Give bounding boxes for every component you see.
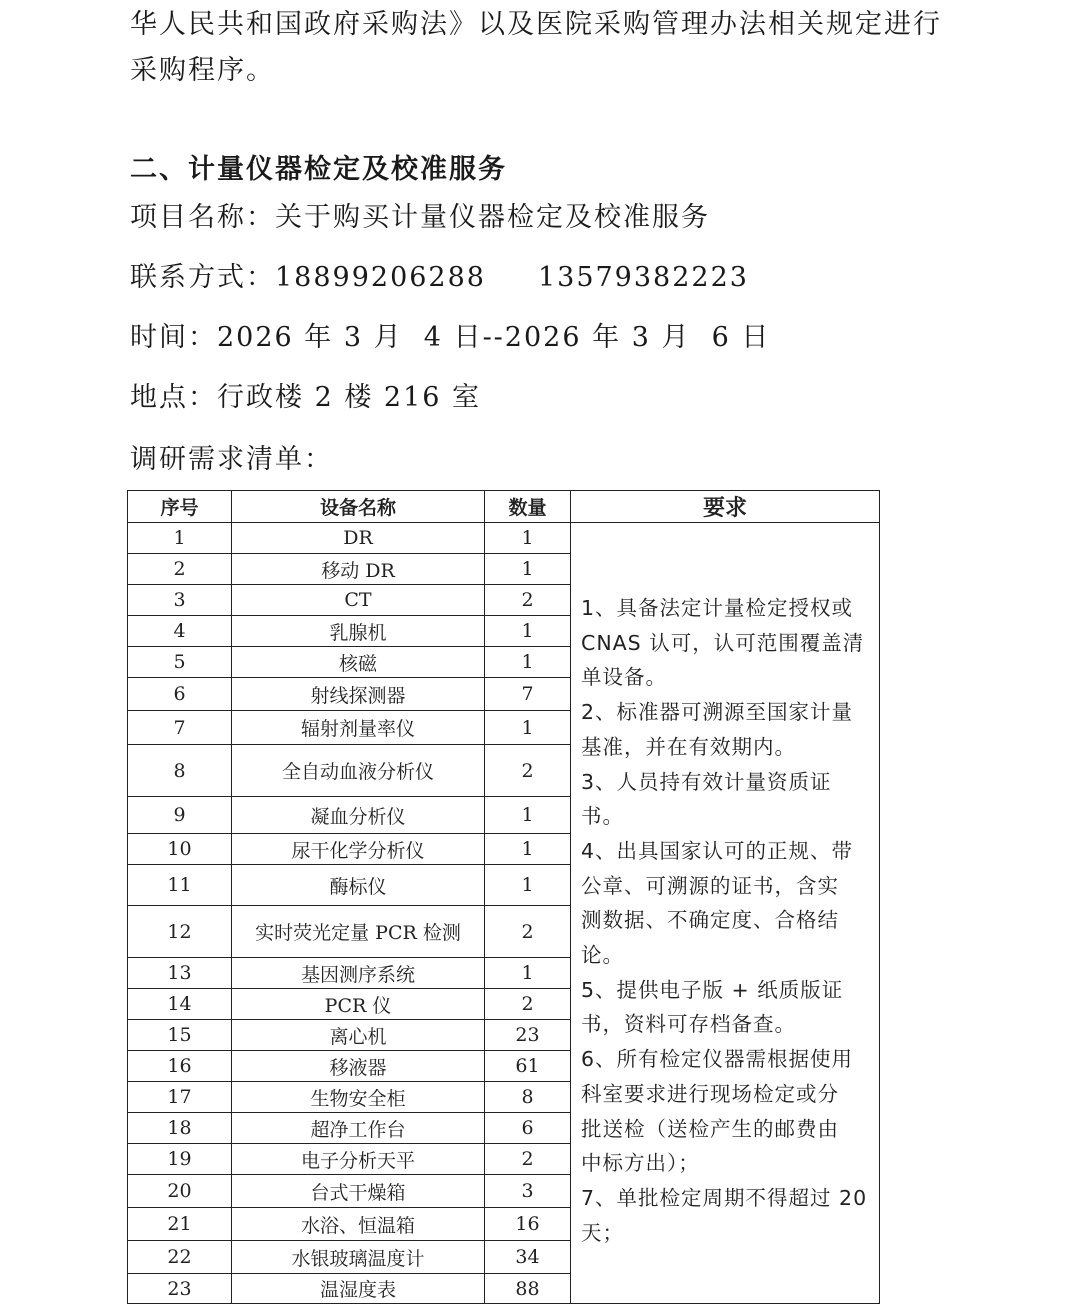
- project-name-value: 关于购买计量仪器检定及校准服务: [275, 202, 710, 233]
- device-quantity: 1: [485, 865, 571, 906]
- device-quantity: 1: [485, 554, 571, 585]
- device-quantity: 2: [485, 585, 571, 616]
- device-quantity: 1: [485, 523, 571, 554]
- requirement-line: 测数据、不确定度、合格结: [581, 908, 839, 933]
- requirement-line: 中标方出）；: [581, 1151, 700, 1176]
- row-number: 3: [128, 585, 232, 616]
- requirement-line: 公章、可溯源的证书，含实: [581, 873, 839, 898]
- device-quantity: 2: [485, 745, 571, 797]
- device-quantity: 6: [485, 1113, 571, 1144]
- requirement-line: 天；: [581, 1220, 624, 1245]
- requirement-line: 1、具备法定计量检定授权或: [581, 596, 854, 620]
- requirement-line: 4、出具国家认可的正规、带: [581, 838, 854, 863]
- device-name: 核磁: [232, 647, 485, 678]
- device-quantity: 1: [485, 711, 571, 745]
- time-line: [130, 318, 950, 358]
- requirement-line: 单设备。: [581, 665, 667, 690]
- time-value: 2026 年 3 月 4 日--2026 年 3 月 6 日: [217, 322, 771, 353]
- device-name: 水浴、恒温箱: [232, 1208, 485, 1241]
- requirement-line: 5、提供电子版 + 纸质版证: [581, 977, 844, 1002]
- device-quantity: 88: [485, 1274, 571, 1304]
- device-name: 实时荧光定量 PCR 检测: [232, 906, 485, 958]
- row-number: 2: [128, 554, 232, 585]
- device-quantity: 2: [485, 1144, 571, 1175]
- device-quantity: 34: [485, 1241, 571, 1274]
- requirements-table: [127, 490, 880, 1304]
- device-name: PCR 仪: [232, 989, 485, 1020]
- project-name-line: [130, 198, 950, 238]
- row-number: 16: [128, 1051, 232, 1082]
- device-quantity: 1: [485, 958, 571, 989]
- row-number: 19: [128, 1144, 232, 1175]
- requirement-line: 论。: [581, 943, 624, 968]
- device-name: 电子分析天平: [232, 1144, 485, 1175]
- row-number: 7: [128, 711, 232, 745]
- requirement-line: 书，资料可存档备查。: [581, 1012, 796, 1037]
- device-quantity: 1: [485, 616, 571, 647]
- row-number: 18: [128, 1113, 232, 1144]
- device-name: 超净工作台: [232, 1113, 485, 1144]
- requirement-line: 6、所有检定仪器需根据使用: [581, 1047, 854, 1072]
- list-label: 调研需求清单：: [130, 444, 333, 475]
- contact-phone-2: 13579382223: [537, 262, 749, 293]
- device-quantity: 2: [485, 989, 571, 1020]
- row-number: 1: [128, 523, 232, 554]
- location-value: 行政楼 2 楼 216 室: [217, 382, 482, 413]
- row-number: 23: [128, 1274, 232, 1304]
- header-requirements: 要求: [571, 491, 880, 523]
- row-number: 4: [128, 616, 232, 647]
- device-quantity: 1: [485, 834, 571, 865]
- section-heading: 二、计量仪器检定及校准服务: [130, 154, 507, 185]
- device-name: 酶标仪: [232, 865, 485, 906]
- location-label: 地点：: [130, 382, 217, 413]
- row-number: 12: [128, 906, 232, 958]
- device-quantity: 16: [485, 1208, 571, 1241]
- device-name: 辐射剂量率仪: [232, 711, 485, 745]
- row-number: 17: [128, 1082, 232, 1113]
- device-quantity: 2: [485, 906, 571, 958]
- table-row: [128, 523, 880, 554]
- row-number: 15: [128, 1020, 232, 1051]
- table-header-row: [128, 491, 880, 523]
- header-name: 设备名称: [232, 491, 485, 523]
- device-name: DR: [232, 523, 485, 554]
- row-number: 13: [128, 958, 232, 989]
- requirement-line: 批送检（送检产生的邮费由: [581, 1116, 839, 1141]
- row-number: 8: [128, 745, 232, 797]
- row-number: 11: [128, 865, 232, 906]
- contact-phone-1: 18899206288: [275, 262, 486, 293]
- device-quantity: 3: [485, 1175, 571, 1208]
- row-number: 10: [128, 834, 232, 865]
- device-quantity: 1: [485, 797, 571, 834]
- row-number: 9: [128, 797, 232, 834]
- header-qty: 数量: [485, 491, 571, 523]
- device-quantity: 8: [485, 1082, 571, 1113]
- device-name: CT: [232, 585, 485, 616]
- row-number: 22: [128, 1241, 232, 1274]
- requirements-cell: [571, 523, 880, 1304]
- device-name: 射线探测器: [232, 678, 485, 711]
- device-quantity: 7: [485, 678, 571, 711]
- device-name: 水银玻璃温度计: [232, 1241, 485, 1274]
- time-label: 时间：: [130, 322, 217, 353]
- device-name: 移液器: [232, 1051, 485, 1082]
- row-number: 5: [128, 647, 232, 678]
- device-quantity: 23: [485, 1020, 571, 1051]
- requirement-line: CNAS 认可，认可范围覆盖清: [581, 630, 865, 655]
- intro-paragraph: 华人民共和国政府采购法》以及医院采购管理办法相关规定进行采购程序。: [130, 9, 942, 86]
- row-number: 6: [128, 678, 232, 711]
- device-name: 凝血分析仪: [232, 797, 485, 834]
- requirement-line: 3、人员持有效计量资质证: [581, 769, 832, 794]
- contact-label: 联系方式：: [130, 262, 275, 293]
- table-body: [128, 523, 880, 1304]
- requirement-line: 基准，并在有效期内。: [581, 734, 796, 759]
- requirement-line: 7、单批检定周期不得超过 20: [581, 1185, 868, 1210]
- row-number: 14: [128, 989, 232, 1020]
- contact-line: [130, 258, 950, 298]
- device-name: 生物安全柜: [232, 1082, 485, 1113]
- location-line: [130, 378, 950, 418]
- device-name: 全自动血液分析仪: [232, 745, 485, 797]
- device-name: 温湿度表: [232, 1274, 485, 1304]
- requirement-line: 科室要求进行现场检定或分: [581, 1081, 839, 1106]
- device-name: 尿干化学分析仪: [232, 834, 485, 865]
- project-name-label: 项目名称：: [130, 202, 275, 233]
- header-no: 序号: [128, 491, 232, 523]
- device-quantity: 1: [485, 647, 571, 678]
- requirement-line: 2、标准器可溯源至国家计量: [581, 700, 854, 725]
- row-number: 20: [128, 1175, 232, 1208]
- device-name: 台式干燥箱: [232, 1175, 485, 1208]
- row-number: 21: [128, 1208, 232, 1241]
- device-name: 乳腺机: [232, 616, 485, 647]
- device-quantity: 61: [485, 1051, 571, 1082]
- device-name: 移动 DR: [232, 554, 485, 585]
- device-name: 离心机: [232, 1020, 485, 1051]
- requirement-line: 书。: [581, 804, 624, 829]
- device-name: 基因测序系统: [232, 958, 485, 989]
